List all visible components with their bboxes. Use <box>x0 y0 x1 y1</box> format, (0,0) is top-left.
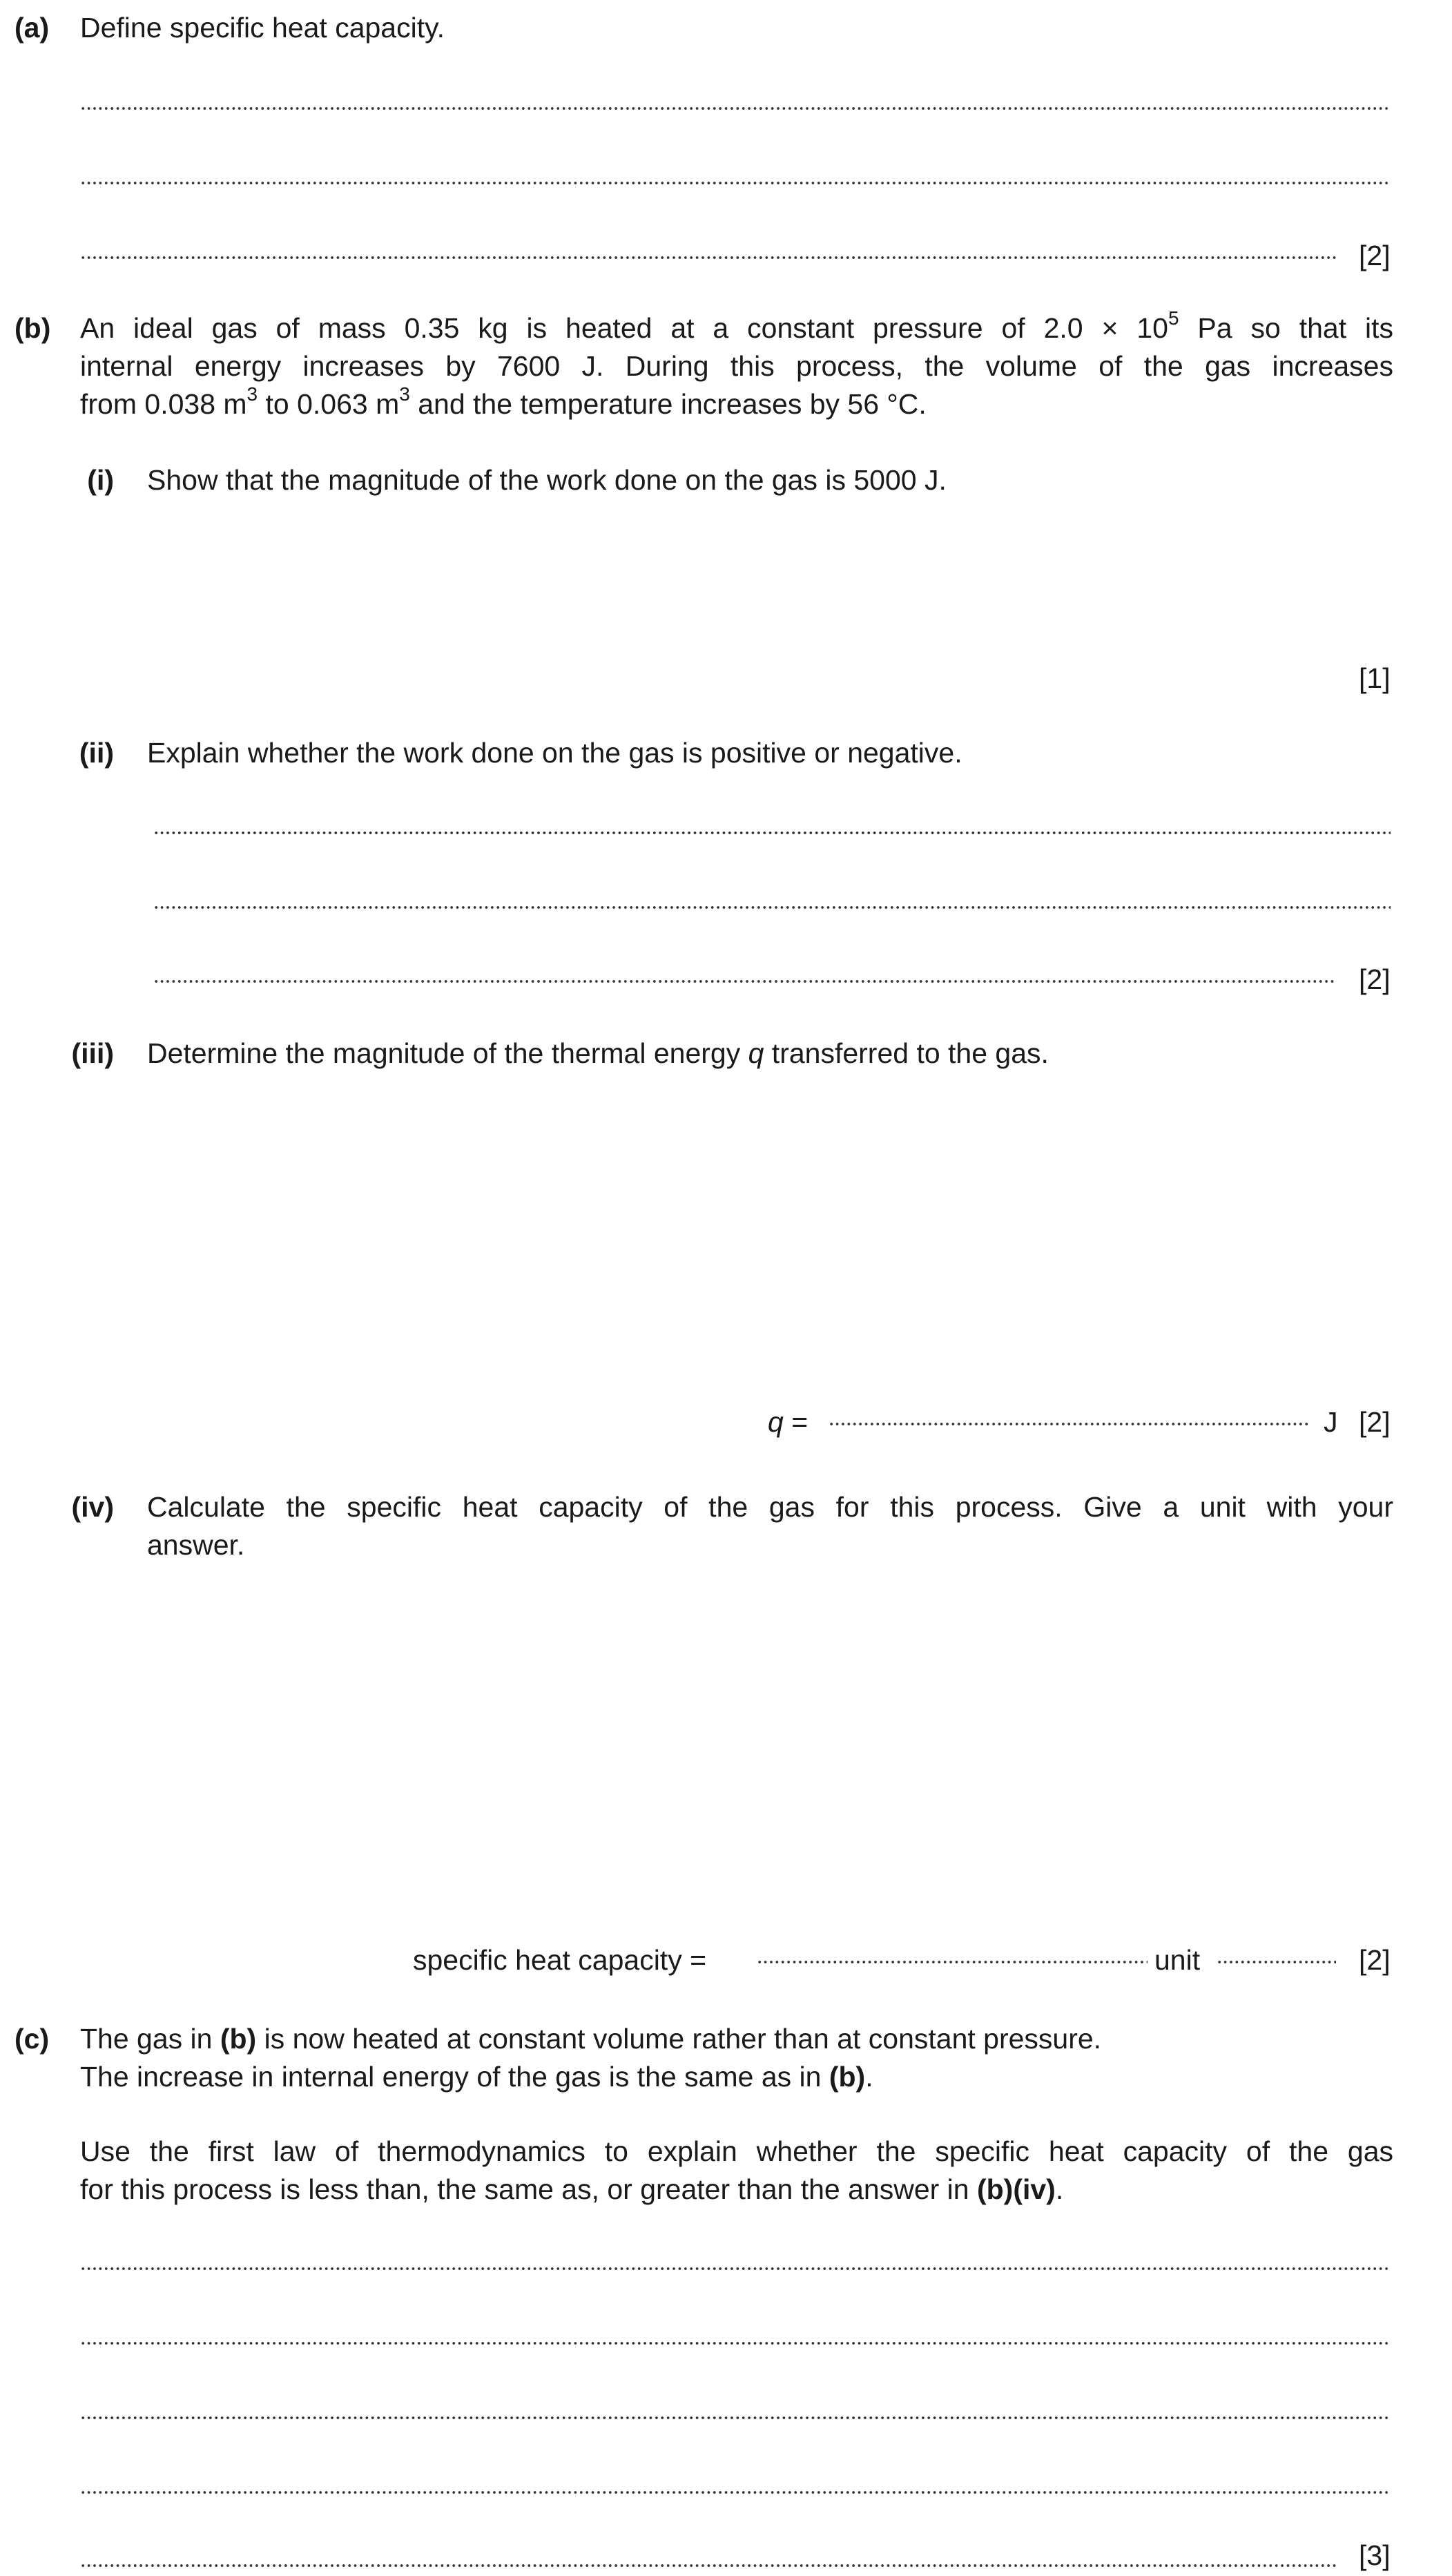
part-b-iii-unit: J <box>1324 1406 1338 1438</box>
part-b-stem-line-2: internal energy increases by 7600 J. During this process, the volume of the gas increases <box>80 350 1393 382</box>
part-a-label: (a) <box>14 12 50 44</box>
part-b-iii-answer-field[interactable] <box>829 1422 1308 1426</box>
part-b-iii-marks: [2] <box>1359 1406 1391 1438</box>
part-c-line-2: The increase in internal energy of the gas is the same as in (b). <box>80 2061 873 2093</box>
part-b-i-marks: [1] <box>1359 662 1391 694</box>
part-b-ii-marks: [2] <box>1359 963 1391 995</box>
part-c-answer-line-5[interactable] <box>80 2564 1337 2568</box>
part-c-line-3: Use the first law of thermodynamics to explain whether the specific heat capacity of the gas <box>80 2135 1393 2167</box>
part-c-answer-line-2[interactable] <box>80 2341 1391 2345</box>
part-b-label: (b) <box>14 312 51 344</box>
part-b-ii-question: Explain whether the work done on the gas is positive or negative. <box>147 737 962 769</box>
part-b-iii-question: Determine the magnitude of the thermal energy q transferred to the gas. <box>147 1037 1049 1069</box>
part-b-iv-marks: [2] <box>1359 1944 1391 1976</box>
part-a-question: Define specific heat capacity. <box>80 12 445 44</box>
part-c-answer-line-3[interactable] <box>80 2416 1391 2420</box>
part-b-iv-question-line-1: Calculate the specific heat capacity of the gas for this process. Give a unit with your <box>147 1491 1393 1523</box>
part-c-label: (c) <box>14 2023 50 2055</box>
part-c-answer-line-1[interactable] <box>80 2267 1391 2271</box>
part-b-iii-answer-label: q = <box>768 1406 809 1438</box>
part-b-iv-unit-field[interactable] <box>1217 1960 1336 1964</box>
part-c-line-4: for this process is less than, the same as, or greater than the answer in (b)(iv). <box>80 2173 1064 2205</box>
part-b-ii-answer-line-2[interactable] <box>153 905 1391 910</box>
part-b-ii-label: (ii) <box>79 737 114 769</box>
part-b-iii-label: (iii) <box>71 1037 114 1069</box>
part-b-iv-question-line-2: answer. <box>147 1529 245 1561</box>
part-b-iv-unit-label: unit <box>1154 1944 1201 1976</box>
part-b-ii-answer-line-1[interactable] <box>153 831 1391 835</box>
part-b-i-label: (i) <box>87 464 114 496</box>
part-a-answer-line-3[interactable] <box>80 256 1337 260</box>
part-a-marks: [2] <box>1359 240 1391 271</box>
part-b-i-question: Show that the magnitude of the work done on the gas is 5000 J. <box>147 464 947 496</box>
part-c-line-1: The gas in (b) is now heated at constant volume rather than at constant pressure. <box>80 2023 1102 2055</box>
part-b-iv-label: (iv) <box>71 1491 114 1523</box>
part-b-stem-line-1: An ideal gas of mass 0.35 kg is heated at a constant pressure of $2.0 \times 10^5$ Pa so that its <box>80 307 1393 344</box>
part-c-marks: [3] <box>1359 2539 1391 2571</box>
part-b-iv-answer-label: specific heat capacity = <box>413 1944 707 1976</box>
part-b-iv-answer-field[interactable] <box>757 1960 1148 1964</box>
part-c-answer-line-4[interactable] <box>80 2490 1391 2495</box>
part-a-answer-line-1[interactable] <box>80 106 1391 110</box>
part-b-ii-answer-line-3[interactable] <box>153 979 1337 983</box>
part-b-stem-line-3: from 0.038 $m^3$ to 0.063 $m^3$ and the temperature increases by 56 °C. <box>80 383 927 420</box>
part-a-answer-line-2[interactable] <box>80 181 1391 185</box>
